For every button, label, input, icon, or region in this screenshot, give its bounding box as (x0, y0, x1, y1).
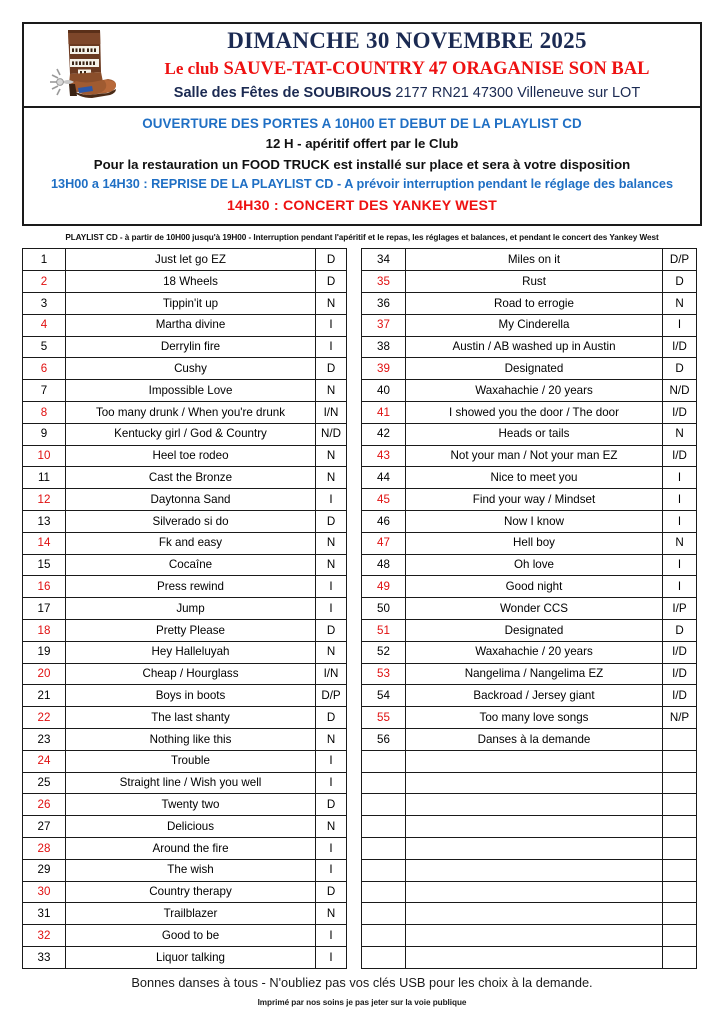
schedule-line-concert: 14H30 : CONCERT DES YANKEY WEST (226, 197, 498, 214)
table-row (23, 772, 347, 794)
row-dance-code: N/D (316, 423, 347, 445)
row-number: 7 (23, 380, 66, 402)
row-dance-code: D (316, 619, 347, 641)
row-song-title: Rust (406, 271, 663, 293)
row-number: 9 (23, 423, 66, 445)
row-dance-code: D/P (663, 249, 697, 271)
row-dance-code: I (663, 576, 697, 598)
schedule-line-aperitif: 12 H - apéritif offert par le Club (265, 136, 459, 152)
row-number: 22 (23, 707, 66, 729)
row-dance-code: D (663, 619, 697, 641)
row-dance-code: N (663, 423, 697, 445)
table-row (23, 837, 347, 859)
table-row (23, 314, 347, 336)
row-dance-code: D (316, 358, 347, 380)
table-row (362, 946, 697, 968)
row-number: 35 (362, 271, 406, 293)
row-dance-code: N (316, 816, 347, 838)
row-number: 41 (362, 402, 406, 424)
table-row (23, 881, 347, 903)
row-song-title: Pretty Please (66, 619, 316, 641)
row-song-title: Wonder CCS (406, 598, 663, 620)
table-row (23, 903, 347, 925)
row-number: 14 (23, 532, 66, 554)
table-row (362, 619, 697, 641)
row-song-title: Heads or tails (406, 423, 663, 445)
row-number: 51 (362, 619, 406, 641)
row-song-title: Waxahachie / 20 years (406, 641, 663, 663)
row-number: 8 (23, 402, 66, 424)
row-dance-code: I (316, 598, 347, 620)
row-song-title: Delicious (66, 816, 316, 838)
row-dance-code: I/D (663, 402, 697, 424)
table-row (23, 445, 347, 467)
row-dance-code: D (663, 358, 697, 380)
row-song-title (406, 837, 663, 859)
row-number: 19 (23, 641, 66, 663)
row-dance-code (663, 946, 697, 968)
row-number: 25 (23, 772, 66, 794)
table-row (23, 946, 347, 968)
row-number: 16 (23, 576, 66, 598)
row-number: 52 (362, 641, 406, 663)
row-song-title: Press rewind (66, 576, 316, 598)
row-number (362, 903, 406, 925)
row-dance-code: D (316, 794, 347, 816)
row-song-title: Liquor talking (66, 946, 316, 968)
row-number: 15 (23, 554, 66, 576)
header-box (22, 22, 702, 108)
row-number: 53 (362, 663, 406, 685)
row-number: 36 (362, 293, 406, 315)
row-song-title (406, 816, 663, 838)
row-song-title: Daytonna Sand (66, 489, 316, 511)
row-song-title: Hell boy (406, 532, 663, 554)
row-dance-code: I (316, 925, 347, 947)
row-dance-code: I (316, 750, 347, 772)
row-dance-code: N (316, 554, 347, 576)
row-song-title: My Cinderella (406, 314, 663, 336)
table-row (23, 619, 347, 641)
row-song-title: Silverado si do (66, 510, 316, 532)
venue-line (138, 84, 676, 104)
row-song-title: Backroad / Jersey giant (406, 685, 663, 707)
row-song-title (406, 750, 663, 772)
schedule-line-foodtruck: Pour la restauration un FOOD TRUCK est installé sur place et sera à votre disposition (93, 156, 631, 172)
row-dance-code: I/D (663, 663, 697, 685)
table-row (362, 314, 697, 336)
table-row (362, 903, 697, 925)
playlist-tables (22, 248, 702, 968)
row-song-title: Derrylin fire (66, 336, 316, 358)
table-row (23, 925, 347, 947)
club-subtitle-prefix: Le club (164, 58, 219, 78)
event-title: DIMANCHE 30 NOVEMBRE 2025 (227, 27, 587, 53)
row-number: 30 (23, 881, 66, 903)
row-dance-code: D (316, 249, 347, 271)
row-song-title: Danses à la demande (406, 728, 663, 750)
row-number: 1 (23, 249, 66, 271)
row-number: 37 (362, 314, 406, 336)
row-number: 18 (23, 619, 66, 641)
table-row (362, 249, 697, 271)
row-song-title: Good to be (66, 925, 316, 947)
row-dance-code: D (316, 881, 347, 903)
row-number: 2 (23, 271, 66, 293)
row-song-title: Straight line / Wish you well (66, 772, 316, 794)
table-row (362, 881, 697, 903)
row-song-title: Too many drunk / When you're drunk (66, 402, 316, 424)
row-number (362, 859, 406, 881)
row-song-title: Oh love (406, 554, 663, 576)
club-subtitle (138, 57, 676, 81)
table-row (362, 467, 697, 489)
row-dance-code (663, 859, 697, 881)
table-row (23, 728, 347, 750)
table-row (23, 576, 347, 598)
venue-name: Salle des Fêtes de SOUBIROUS (173, 84, 392, 101)
row-dance-code: I (316, 837, 347, 859)
table-row (362, 380, 697, 402)
row-song-title: Good night (406, 576, 663, 598)
schedule-line-doors: OUVERTURE DES PORTES A 10H00 ET DEBUT DE LA PLAYLIST CD (142, 116, 582, 131)
row-dance-code: I (316, 772, 347, 794)
row-dance-code: N (316, 293, 347, 315)
playlist-note: PLAYLIST CD - à partir de 10H00 jusqu'à 19H00 - Interruption pendant l'apéritif et le repas, les réglages et balances, et pendant le concert des Yankey West (65, 233, 659, 243)
row-dance-code: I/D (663, 641, 697, 663)
row-dance-code: N/P (663, 707, 697, 729)
club-subtitle-main: SAUVE-TAT-COUNTRY 47 ORAGANISE SON BAL (223, 58, 650, 79)
row-dance-code: D/P (316, 685, 347, 707)
row-dance-code: N (316, 532, 347, 554)
table-row (362, 641, 697, 663)
row-number: 10 (23, 445, 66, 467)
row-dance-code: I/D (663, 445, 697, 467)
row-number: 28 (23, 837, 66, 859)
row-song-title: The wish (66, 859, 316, 881)
table-row (23, 293, 347, 315)
venue-address: 2177 RN21 47300 Villeneuve sur LOT (395, 84, 641, 101)
row-number: 13 (23, 510, 66, 532)
row-dance-code: I/P (663, 598, 697, 620)
row-dance-code: I (316, 859, 347, 881)
row-dance-code: I (316, 576, 347, 598)
table-row (23, 271, 347, 293)
table-row (362, 859, 697, 881)
table-row (23, 663, 347, 685)
row-number: 24 (23, 750, 66, 772)
table-row (362, 554, 697, 576)
table-row (23, 685, 347, 707)
row-number: 39 (362, 358, 406, 380)
row-dance-code: I/D (663, 336, 697, 358)
table-row (362, 445, 697, 467)
row-number: 33 (23, 946, 66, 968)
table-row (362, 816, 697, 838)
row-song-title: Nice to meet you (406, 467, 663, 489)
row-number: 32 (23, 925, 66, 947)
row-song-title: Miles on it (406, 249, 663, 271)
row-song-title: Austin / AB washed up in Austin (406, 336, 663, 358)
row-dance-code (663, 881, 697, 903)
row-song-title: Now I know (406, 510, 663, 532)
row-dance-code (663, 794, 697, 816)
table-row (23, 707, 347, 729)
row-number: 44 (362, 467, 406, 489)
table-row (362, 837, 697, 859)
row-number: 42 (362, 423, 406, 445)
row-dance-code (663, 903, 697, 925)
row-dance-code (663, 837, 697, 859)
row-number: 50 (362, 598, 406, 620)
table-row (23, 510, 347, 532)
row-dance-code (663, 772, 697, 794)
row-number: 11 (23, 467, 66, 489)
row-dance-code: I (663, 489, 697, 511)
row-dance-code: I (316, 336, 347, 358)
row-song-title: Just let go EZ (66, 249, 316, 271)
row-dance-code: I (663, 314, 697, 336)
row-song-title: Nangelima / Nangelima EZ (406, 663, 663, 685)
row-number: 31 (23, 903, 66, 925)
row-dance-code: N (316, 728, 347, 750)
table-row (362, 532, 697, 554)
row-song-title: Country therapy (66, 881, 316, 903)
footer-legal: Imprimé par nos soins je pas jeter sur la voie publique (257, 997, 467, 1007)
row-song-title: Martha divine (66, 314, 316, 336)
row-dance-code: N (316, 445, 347, 467)
row-song-title: Designated (406, 358, 663, 380)
table-row (23, 423, 347, 445)
row-dance-code (663, 750, 697, 772)
row-dance-code (663, 925, 697, 947)
row-dance-code: D (316, 707, 347, 729)
row-number: 45 (362, 489, 406, 511)
row-dance-code: I/N (316, 663, 347, 685)
row-number: 17 (23, 598, 66, 620)
row-song-title: Waxahachie / 20 years (406, 380, 663, 402)
row-number: 54 (362, 685, 406, 707)
table-row (23, 554, 347, 576)
row-number (362, 837, 406, 859)
table-row (23, 249, 347, 271)
table-row (362, 293, 697, 315)
row-song-title: Find your way / Mindset (406, 489, 663, 511)
table-row (23, 467, 347, 489)
row-number: 3 (23, 293, 66, 315)
table-row (362, 794, 697, 816)
row-number (362, 881, 406, 903)
table-row (362, 271, 697, 293)
table-row (362, 510, 697, 532)
row-song-title (406, 881, 663, 903)
row-song-title: Road to errogie (406, 293, 663, 315)
row-song-title: Hey Halleluyah (66, 641, 316, 663)
table-row (362, 402, 697, 424)
row-number: 49 (362, 576, 406, 598)
table-row (23, 358, 347, 380)
table-row (23, 816, 347, 838)
row-song-title: The last shanty (66, 707, 316, 729)
row-number: 38 (362, 336, 406, 358)
row-song-title: Tippin'it up (66, 293, 316, 315)
row-number: 56 (362, 728, 406, 750)
row-dance-code: D (316, 510, 347, 532)
table-row (362, 663, 697, 685)
row-song-title (406, 772, 663, 794)
table-row (362, 750, 697, 772)
table-row (362, 728, 697, 750)
row-song-title: Cheap / Hourglass (66, 663, 316, 685)
row-number (362, 750, 406, 772)
playlist-table-left (22, 248, 347, 968)
row-song-title: Impossible Love (66, 380, 316, 402)
row-song-title: Twenty two (66, 794, 316, 816)
row-dance-code (663, 816, 697, 838)
row-number: 43 (362, 445, 406, 467)
row-dance-code: D (663, 271, 697, 293)
row-song-title: Designated (406, 619, 663, 641)
row-dance-code: N (316, 380, 347, 402)
row-song-title: Cast the Bronze (66, 467, 316, 489)
table-row (362, 423, 697, 445)
table-row (362, 358, 697, 380)
row-dance-code: N (316, 903, 347, 925)
row-song-title: Too many love songs (406, 707, 663, 729)
row-song-title (406, 925, 663, 947)
row-song-title: Jump (66, 598, 316, 620)
row-number (362, 772, 406, 794)
row-dance-code: I (663, 554, 697, 576)
table-row (23, 750, 347, 772)
table-row (362, 707, 697, 729)
cowboy-boot-icon (48, 26, 120, 104)
row-number: 55 (362, 707, 406, 729)
table-row (362, 576, 697, 598)
row-dance-code: I (316, 489, 347, 511)
row-number: 26 (23, 794, 66, 816)
row-number: 27 (23, 816, 66, 838)
row-song-title: Trouble (66, 750, 316, 772)
row-dance-code: I (316, 314, 347, 336)
row-song-title (406, 859, 663, 881)
row-number: 12 (23, 489, 66, 511)
row-number: 6 (23, 358, 66, 380)
row-number: 40 (362, 380, 406, 402)
row-number: 4 (23, 314, 66, 336)
table-row (362, 336, 697, 358)
schedule-box (22, 108, 702, 226)
row-dance-code: N (316, 467, 347, 489)
row-song-title: Trailblazer (66, 903, 316, 925)
row-dance-code: N (663, 293, 697, 315)
schedule-line-reprise: 13H00 a 14H30 : REPRISE DE LA PLAYLIST CD - A prévoir interruption pendant le réglage des balances (50, 177, 674, 192)
row-song-title: Fk and easy (66, 532, 316, 554)
row-number: 5 (23, 336, 66, 358)
row-song-title: I showed you the door / The door (406, 402, 663, 424)
table-row (362, 772, 697, 794)
table-row (23, 641, 347, 663)
row-dance-code: I (316, 946, 347, 968)
table-row (23, 336, 347, 358)
table-row (23, 532, 347, 554)
table-row (23, 402, 347, 424)
row-number (362, 925, 406, 947)
row-number: 48 (362, 554, 406, 576)
table-row (23, 380, 347, 402)
club-logo (30, 24, 138, 106)
row-dance-code: I (663, 510, 697, 532)
table-row (23, 598, 347, 620)
row-number (362, 946, 406, 968)
playlist-right-body (362, 249, 697, 968)
row-number: 29 (23, 859, 66, 881)
row-number (362, 816, 406, 838)
row-number: 34 (362, 249, 406, 271)
row-number: 47 (362, 532, 406, 554)
row-dance-code: I (663, 467, 697, 489)
row-song-title: Heel toe rodeo (66, 445, 316, 467)
row-dance-code: N/D (663, 380, 697, 402)
row-song-title (406, 903, 663, 925)
row-number (362, 794, 406, 816)
row-number: 23 (23, 728, 66, 750)
table-row (362, 925, 697, 947)
row-song-title: Nothing like this (66, 728, 316, 750)
row-dance-code: I/D (663, 685, 697, 707)
table-row (362, 685, 697, 707)
table-row (23, 489, 347, 511)
table-row (362, 598, 697, 620)
row-song-title: Boys in boots (66, 685, 316, 707)
row-song-title: Cushy (66, 358, 316, 380)
row-song-title: Around the fire (66, 837, 316, 859)
table-row (23, 794, 347, 816)
table-row (362, 489, 697, 511)
row-song-title: Not your man / Not your man EZ (406, 445, 663, 467)
header-text-block (138, 27, 694, 103)
table-row (23, 859, 347, 881)
row-dance-code: N (316, 641, 347, 663)
row-song-title (406, 794, 663, 816)
row-dance-code: N (663, 532, 697, 554)
row-dance-code: I/N (316, 402, 347, 424)
row-song-title: Cocaîne (66, 554, 316, 576)
row-song-title: Kentucky girl / God & Country (66, 423, 316, 445)
playlist-left-body (23, 249, 347, 968)
row-dance-code (663, 728, 697, 750)
row-number: 46 (362, 510, 406, 532)
row-song-title: 18 Wheels (66, 271, 316, 293)
footer-message: Bonnes danses à tous - N'oubliez pas vos clés USB pour les choix à la demande. (131, 974, 593, 990)
playlist-table-right (361, 248, 697, 968)
row-number: 21 (23, 685, 66, 707)
row-song-title (406, 946, 663, 968)
row-dance-code: D (316, 271, 347, 293)
row-number: 20 (23, 663, 66, 685)
